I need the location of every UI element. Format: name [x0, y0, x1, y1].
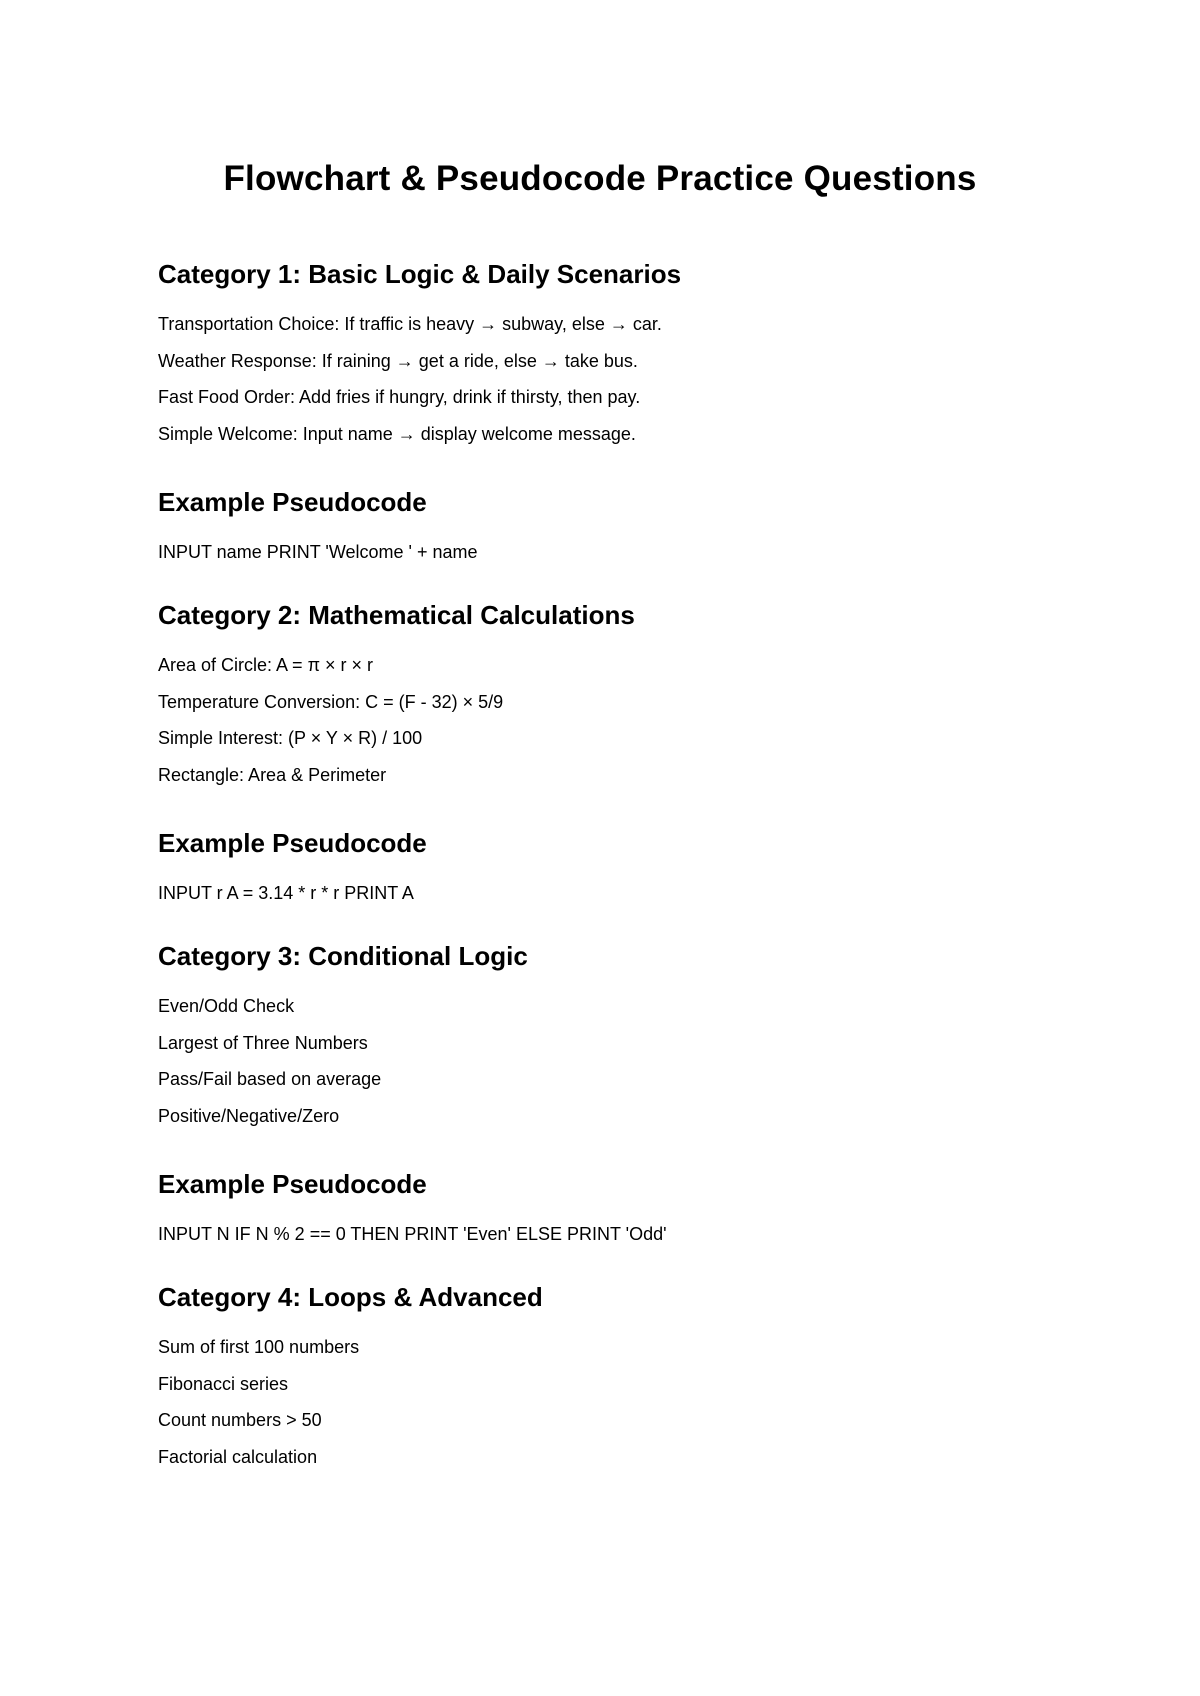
category-2-section: [158, 599, 1118, 940]
category-heading: Category 4: Loops & Advanced: [158, 1282, 543, 1312]
list-item: Largest of Three Numbers: [158, 1032, 368, 1053]
list-item: Simple Interest: (P × Y × R) / 100: [158, 728, 423, 748]
list-item: Rectangle: Area & Perimeter: [158, 764, 387, 785]
list-item: Temperature Conversion: C = (F - 32) × 5/9: [158, 691, 504, 712]
category-1-section: [158, 258, 1118, 599]
example-heading: Example Pseudocode: [158, 1169, 427, 1199]
list-item: Pass/Fail based on average: [158, 1069, 382, 1089]
example-pseudocode: INPUT N IF N % 2 == 0 THEN PRINT 'Even' ELSE PRINT 'Odd': [158, 1224, 667, 1244]
list-item: Positive/Negative/Zero: [158, 1105, 340, 1126]
category-item-list: [158, 1335, 1118, 1469]
category-heading: Category 3: Conditional Logic: [158, 941, 528, 971]
category-heading: Category 2: Mathematical Calculations: [158, 600, 635, 630]
list-item: Even/Odd Check: [158, 996, 295, 1016]
category-item-list: [158, 994, 1118, 1128]
list-item: Count numbers > 50: [158, 1410, 322, 1430]
list-item: Area of Circle: A = π × r × r: [158, 655, 374, 675]
example-heading: Example Pseudocode: [158, 487, 427, 517]
page-title: Flowchart & Pseudocode Practice Questions: [223, 159, 977, 198]
category-3-section: [158, 940, 1118, 1281]
list-item: Fast Food Order: Add fries if hungry, drink if thirsty, then pay.: [158, 387, 641, 407]
list-item: Factorial calculation: [158, 1446, 318, 1467]
example-heading: Example Pseudocode: [158, 828, 427, 858]
category-heading: Category 1: Basic Logic & Daily Scenarios: [158, 259, 682, 289]
category-item-list: [158, 653, 1118, 787]
list-item: Weather Response: If raining → get a ride, else → take bus.: [158, 350, 638, 371]
category-4-section: [158, 1281, 1118, 1469]
example-pseudocode: INPUT r A = 3.14 * r * r PRINT A: [158, 883, 414, 903]
category-item-list: [158, 312, 1118, 446]
list-item: Simple Welcome: Input name → display welcome message.: [158, 423, 636, 444]
list-item: Sum of first 100 numbers: [158, 1337, 360, 1357]
list-item: Transportation Choice: If traffic is heavy → subway, else → car.: [158, 314, 662, 334]
document-content: [158, 258, 1118, 1481]
list-item: Fibonacci series: [158, 1373, 289, 1394]
example-pseudocode: INPUT name PRINT 'Welcome ' + name: [158, 542, 478, 562]
